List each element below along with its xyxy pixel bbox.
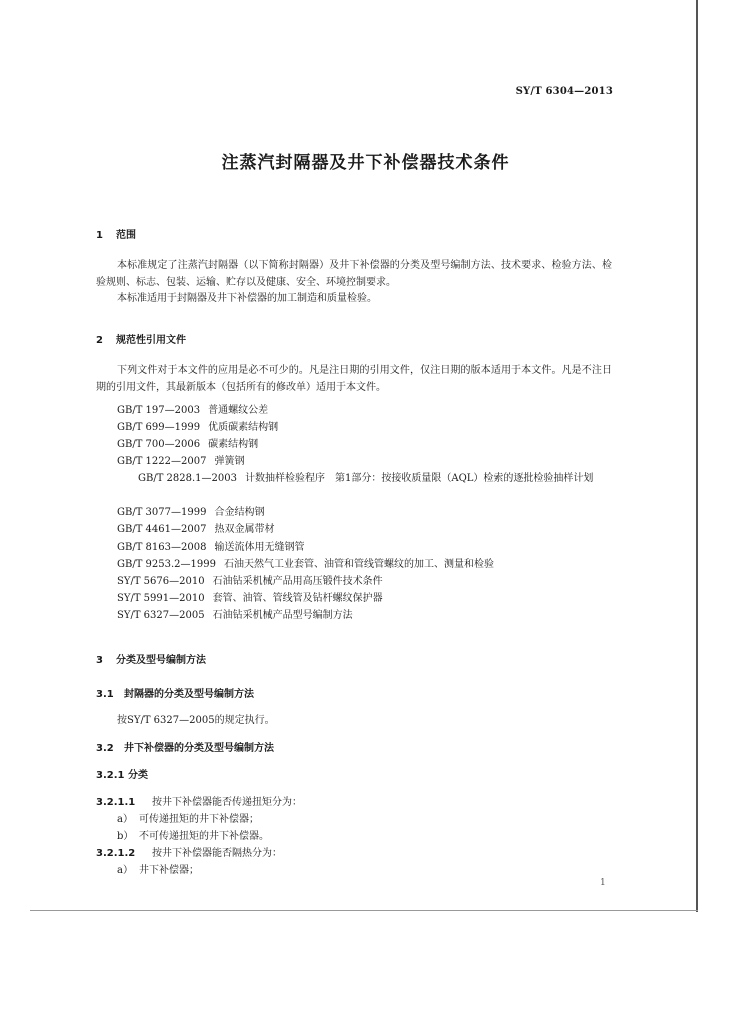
section-number: 3.2 [96, 743, 114, 754]
reference-code: GB/T 2828.1—2003 [138, 473, 237, 485]
reference-code: GB/T 3077—1999 [117, 507, 207, 519]
reference-item [96, 402, 616, 419]
list-text: 不可传递扭矩的井下补偿器。 [139, 831, 269, 842]
section-title: 分类及型号编制方法 [116, 655, 206, 666]
section-3-heading [96, 651, 206, 666]
reference-item [96, 453, 616, 470]
list-text: 井下补偿器； [139, 865, 199, 876]
reference-title: 优质碳素结构钢 [208, 422, 279, 434]
reference-title: 热双金属带材 [214, 524, 275, 536]
reference-code: GB/T 197—2003 [117, 405, 201, 416]
list-label: a） [117, 814, 133, 825]
clause-3-2-1-2 [96, 844, 282, 859]
paragraph: 本标准规定了注蒸汽封隔器（以下简称封隔器）及井下补偿器的分类及型号编制方法、技术要求、检验方法、检验规则、标志、包装、运输、贮存以及健康、安全、环境控制要求。 [96, 260, 612, 288]
page-edge-right [696, 0, 698, 912]
normative-reference-list [96, 402, 616, 624]
section-number: 3.2.1 [96, 770, 125, 781]
reference-title: 计数抽样检验程序 第1部分：按接收质量限（AQL）检索的逐批检验抽样计划 [245, 473, 594, 485]
reference-item [96, 419, 616, 436]
reference-item [96, 539, 616, 556]
document-title: 注蒸汽封隔器及井下补偿器技术条件 [221, 153, 510, 173]
section-number: 1 [96, 230, 103, 241]
reference-item [96, 573, 616, 590]
list-item [117, 861, 199, 876]
clause-number: 3.2.1.1 [96, 797, 136, 808]
reference-code: SY/T 5676—2010 [117, 575, 205, 587]
clause-text: 按井下补偿器能否隔热分为： [152, 848, 282, 859]
reference-code: SY/T 5991—2010 [117, 592, 205, 604]
section-number: 3 [96, 655, 103, 666]
list-text: 可传递扭矩的井下补偿器； [139, 814, 259, 825]
section-title: 分类 [128, 770, 148, 781]
reference-title: 合金结构钢 [214, 507, 265, 519]
reference-item [96, 436, 616, 453]
section-2-intro [96, 363, 612, 396]
reference-title: 弹簧钢 [214, 456, 245, 468]
section-number: 2 [96, 335, 103, 346]
section-title: 规范性引用文件 [116, 335, 186, 346]
list-item [117, 810, 259, 825]
paragraph: 本标准适用于封隔器及井下补偿器的加工制造和质量检验。 [117, 293, 377, 304]
reference-item [96, 556, 616, 573]
section-3-2-heading [96, 739, 274, 754]
reference-title: 石油天然气工业套管、油管和管线管螺纹的加工、测量和检验 [224, 558, 494, 570]
list-item [117, 827, 269, 842]
reference-item [96, 521, 616, 538]
reference-code: GB/T 4461—2007 [117, 524, 207, 536]
section-3-2-1-heading [96, 766, 148, 781]
reference-title: 套管、油管、管线管及钻杆螺纹保护器 [212, 592, 383, 604]
reference-title: 碳素结构钢 [208, 439, 259, 451]
section-number: 3.1 [96, 689, 114, 700]
section-2-heading [96, 331, 186, 346]
section-3-1-heading [96, 685, 254, 700]
reference-item [96, 590, 616, 607]
section-1-body [96, 258, 612, 308]
clause-text: 按井下补偿器能否传递扭矩分为： [152, 797, 302, 808]
reference-item [96, 504, 616, 521]
clause-number: 3.2.1.2 [96, 848, 136, 859]
reference-code: GB/T 9253.2—1999 [117, 558, 216, 570]
section-3-1-text: 按SY/T 6327—2005的规定执行。 [117, 715, 275, 726]
reference-title: 普通螺纹公差 [208, 405, 269, 416]
page-edge-bottom [30, 910, 698, 911]
reference-title: 石油钻采机械产品用高压锻件技术条件 [212, 575, 383, 587]
clause-3-2-1-1 [96, 793, 302, 808]
reference-title: 石油钻采机械产品型号编制方法 [212, 609, 353, 621]
reference-code: SY/T 6327—2005 [117, 609, 205, 621]
page-number: 1 [600, 878, 606, 888]
list-label: b） [117, 831, 134, 842]
reference-code: GB/T 8163—2008 [117, 541, 207, 553]
reference-item [96, 607, 616, 624]
reference-title: 输送流体用无缝钢管 [214, 541, 305, 553]
reference-item [96, 470, 616, 504]
reference-code: GB/T 1222—2007 [117, 456, 207, 468]
section-title: 封隔器的分类及型号编制方法 [124, 689, 254, 700]
section-1-heading [96, 226, 136, 241]
document-number: SY/T 6304—2013 [515, 86, 613, 97]
section-title: 井下补偿器的分类及型号编制方法 [124, 743, 274, 754]
section-title: 范围 [116, 230, 136, 241]
reference-code: GB/T 699—1999 [117, 422, 201, 434]
paragraph: 下列文件对于本文件的应用是必不可少的。凡是注日期的引用文件，仅注日期的版本适用于本文件。凡是不注日期的引用文件，其最新版本（包括所有的修改单）适用于本文件。 [96, 365, 612, 393]
list-label: a） [117, 865, 133, 876]
reference-code: GB/T 700—2006 [117, 439, 201, 451]
